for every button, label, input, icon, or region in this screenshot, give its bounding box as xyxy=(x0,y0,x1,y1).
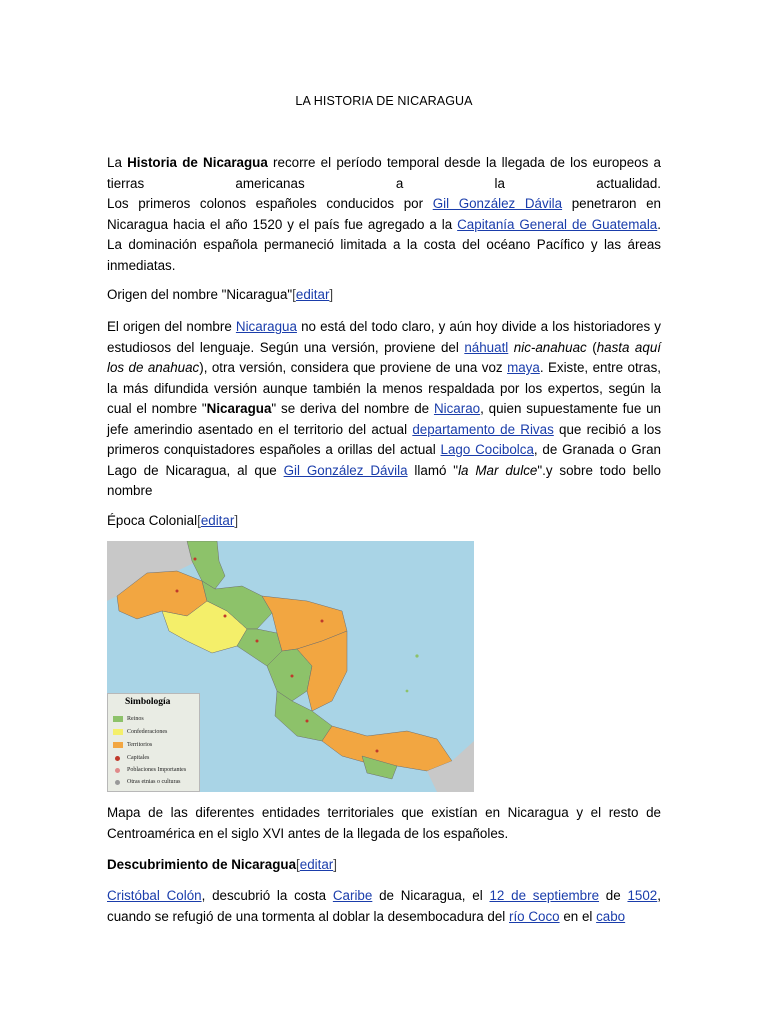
swatch-icon xyxy=(113,729,123,735)
link-nicaragua[interactable]: Nicaragua xyxy=(235,319,297,334)
map-caption: Mapa de las diferentes entidades territoriales que existían en Nicaragua y el resto de Centroamérica en el siglo XVI antes de la llegada de los españoles. xyxy=(107,805,661,841)
link-rio-coco[interactable]: río Coco xyxy=(509,908,560,924)
legend-item-territorios: Territorios xyxy=(113,742,152,748)
legend-item-capitales: Capitales xyxy=(113,755,149,761)
edit-link-descubrimiento[interactable]: editar xyxy=(299,857,334,872)
heading-epoca-colonial: Época Colonial[editar] xyxy=(107,513,239,528)
bold-historia: Historia de Nicaragua xyxy=(127,155,268,170)
intro-line-2: Los primeros colonos españoles conducidos por Gil González Dávila penetraron en Nicaragua hacia el año 1520 y el país fue agregado a la Capitanía General de Guatemala. La dominación española permaneció limitada a la costa del océano Pacífico y las áreas inmediatas. xyxy=(107,196,661,273)
legend-title: Simbología xyxy=(125,697,171,707)
link-nahuatl[interactable]: náhuatl xyxy=(464,339,509,355)
link-gil-gonzalez-davila[interactable]: Gil González Dávila xyxy=(432,196,563,211)
intro-paragraph xyxy=(107,153,661,276)
heading-origen: Origen del nombre "Nicaragua"[editar] xyxy=(107,287,334,302)
legend-item-confederaciones: Confederaciones xyxy=(113,729,167,735)
origen-paragraph: El origen del nombre Nicaragua no está del todo claro, y aún hoy divide a los historiadores y estudiosos del lenguaje. Según una versión, proviene del náhuatl nic-anahuac (hasta aquí los de anahuac), otra versión, considera que proviene de una voz maya. Existe, entre otras, la más difundida versión aunque también la menos respaldada por los expertos, según la cual el nombre "Nicaragua" se deriva del nombre de Nicarao, quien supuestamente fue un jefe amerindio asentado en el territorio del actual departamento de Rivas que recibió a los primeros conquistadores españoles a orillas del actual Lago Cocibolca, de Granada o Gran Lago de Nicaragua, al que Gil González Dávila llamó "la Mar dulce".y sobre todo bello nombre xyxy=(107,319,662,498)
link-departamento-rivas[interactable]: departamento de Rivas xyxy=(412,421,554,437)
capital-dot-icon xyxy=(115,756,120,761)
link-gil-gonzalez-davila-2[interactable]: Gil González Dávila xyxy=(283,462,408,478)
legend-item-otras: Otras etnias o culturas xyxy=(113,779,180,785)
swatch-icon xyxy=(113,742,123,748)
town-dot-icon xyxy=(115,768,120,773)
descubrimiento-paragraph: Cristóbal Colón, descubrió la costa Caribe de Nicaragua, el 12 de septiembre de 1502, cuando se refugió de una tormenta al doblar la desembocadura del río Coco en el cabo xyxy=(107,888,661,924)
legend-item-poblaciones: Poblaciones Importantes xyxy=(113,767,186,773)
map-legend xyxy=(107,693,200,792)
link-cabo[interactable]: cabo xyxy=(596,908,626,924)
link-12-septiembre[interactable]: 12 de septiembre xyxy=(489,888,600,903)
link-caribe[interactable]: Caribe xyxy=(332,888,373,903)
edit-link-origen[interactable]: editar xyxy=(295,287,330,302)
link-maya[interactable]: maya xyxy=(507,360,540,375)
edit-link-colonial[interactable]: editar xyxy=(200,513,235,528)
document-title: LA HISTORIA DE NICARAGUA xyxy=(295,94,473,108)
link-nicarao[interactable]: Nicarao xyxy=(433,401,481,416)
culture-dot-icon xyxy=(115,780,120,785)
legend-item-reinos: Reinos xyxy=(113,716,144,722)
intro-line-1: La Historia de Nicaragua recorre el período temporal desde la llegada de los europeos a tierras americanas a la actualidad. xyxy=(107,155,661,191)
link-lago-cocibolca[interactable]: Lago Cocibolca xyxy=(440,442,534,457)
link-cristobal-colon[interactable]: Cristóbal Colón xyxy=(107,888,202,903)
link-capitania-general[interactable]: Capitanía General de Guatemala xyxy=(457,216,658,232)
heading-descubrimiento: Descubrimiento de Nicaragua[editar] xyxy=(107,857,337,872)
link-1502[interactable]: 1502 xyxy=(627,888,658,903)
swatch-icon xyxy=(113,716,123,722)
